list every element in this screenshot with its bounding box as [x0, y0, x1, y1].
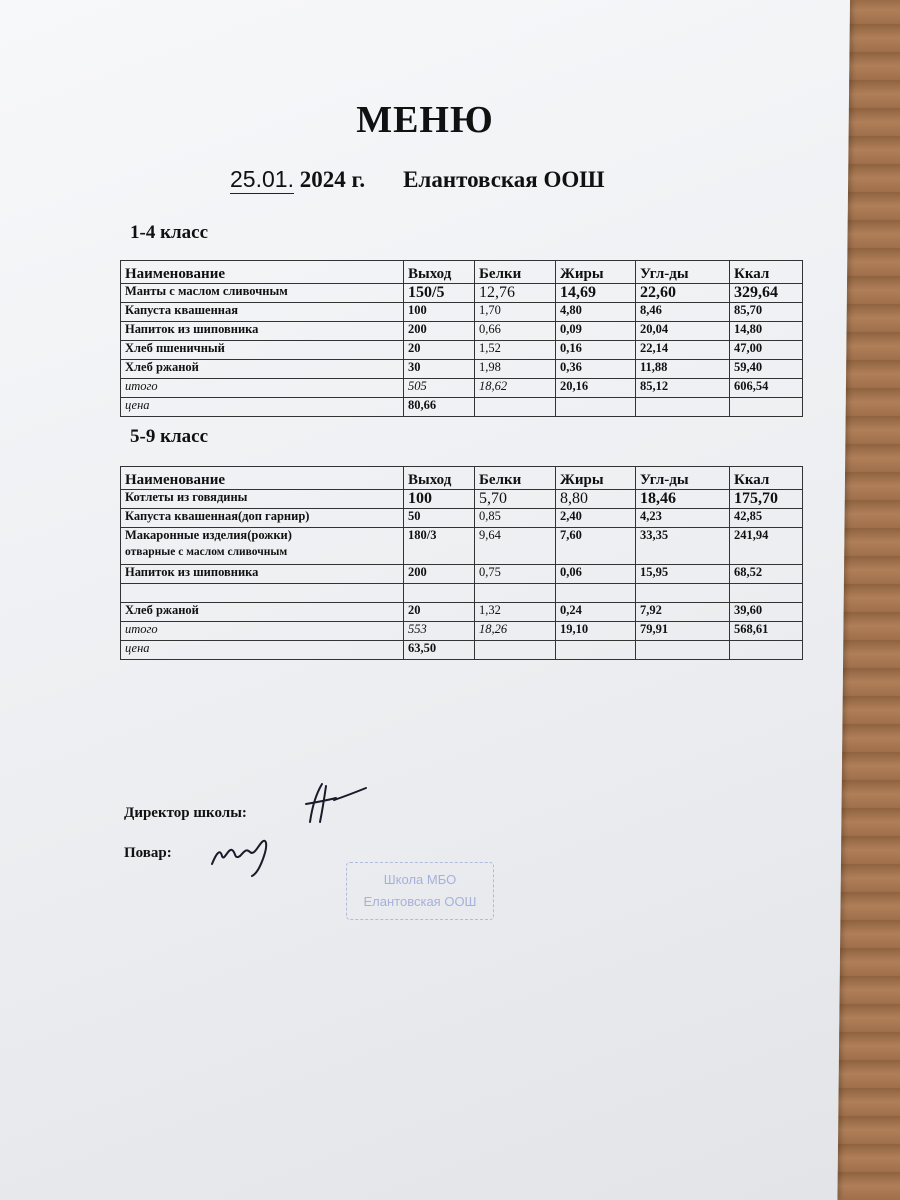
cell-output: 20 [404, 341, 475, 360]
cell-carbs: 7,92 [636, 603, 730, 622]
table-row-empty [121, 584, 803, 603]
cell-output: 50 [404, 509, 475, 528]
cell-output [404, 546, 475, 565]
table-row [121, 603, 803, 622]
table-row [121, 303, 803, 322]
table-row-continued [121, 546, 803, 565]
cell-carbs: 18,46 [636, 490, 730, 509]
cell-name: итого [121, 622, 404, 641]
header-carbs: Угл-ды [636, 467, 730, 490]
cell-carbs [636, 641, 730, 660]
cell-fats [556, 584, 636, 603]
cell-carbs [636, 546, 730, 565]
cell-kcal: 39,60 [730, 603, 803, 622]
cell-fats: 8,80 [556, 490, 636, 509]
date-year: 2024 г. [293, 167, 366, 192]
cell-output: 200 [404, 565, 475, 584]
table-header-row [121, 467, 803, 490]
cell-carbs [636, 584, 730, 603]
cell-proteins [475, 641, 556, 660]
cell-output: 200 [404, 322, 475, 341]
header-proteins: Белки [475, 261, 556, 284]
cell-name: Капуста квашенная [121, 303, 404, 322]
table-header-row [121, 261, 803, 284]
table-row-total [121, 379, 803, 398]
cell-proteins: 1,52 [475, 341, 556, 360]
cell-fats: 2,40 [556, 509, 636, 528]
cell-carbs: 4,23 [636, 509, 730, 528]
cell-carbs: 85,12 [636, 379, 730, 398]
cell-carbs: 15,95 [636, 565, 730, 584]
table-row [121, 360, 803, 379]
cell-proteins: 0,66 [475, 322, 556, 341]
cell-proteins: 1,32 [475, 603, 556, 622]
date-month: .01. [255, 166, 294, 192]
cell-kcal: 42,85 [730, 509, 803, 528]
cell-kcal: 329,64 [730, 284, 803, 303]
cell-proteins [475, 398, 556, 417]
cell-proteins: 9,64 [475, 528, 556, 547]
document-title: МЕНЮ [356, 99, 494, 141]
cell-proteins: 12,76 [475, 284, 556, 303]
cell-proteins: 5,70 [475, 490, 556, 509]
cell-name [121, 584, 404, 603]
table-row [121, 528, 803, 547]
cell-fats [556, 546, 636, 565]
header-kcal: Ккал [730, 261, 803, 284]
header-kcal: Ккал [730, 467, 803, 490]
cell-kcal: 14,80 [730, 322, 803, 341]
cell-fats: 0,16 [556, 341, 636, 360]
header-fats: Жиры [556, 467, 636, 490]
cell-proteins: 0,75 [475, 565, 556, 584]
cell-output: 553 [404, 622, 475, 641]
header-carbs: Угл-ды [636, 261, 730, 284]
school-stamp [346, 862, 494, 920]
cell-name: итого [121, 379, 404, 398]
menu-table-1-4 [120, 260, 803, 417]
header-output: Выход [404, 261, 475, 284]
table-row [121, 322, 803, 341]
cell-carbs: 11,88 [636, 360, 730, 379]
cell-proteins: 18,26 [475, 622, 556, 641]
cell-name: цена [121, 641, 404, 660]
stamp-line-2: Елантовская ООШ [363, 894, 477, 909]
cell-fats [556, 398, 636, 417]
header-output: Выход [404, 467, 475, 490]
header-name: Наименование [121, 467, 404, 490]
cell-carbs: 33,35 [636, 528, 730, 547]
cell-proteins [475, 584, 556, 603]
cell-output: 63,50 [404, 641, 475, 660]
cook-signature [206, 826, 286, 881]
cell-output: 150/5 [404, 284, 475, 303]
cell-carbs: 22,14 [636, 341, 730, 360]
cell-name: Напиток из шиповника [121, 565, 404, 584]
cell-carbs: 8,46 [636, 303, 730, 322]
cell-name: отварные с маслом сливочным [121, 546, 404, 565]
cell-kcal: 47,00 [730, 341, 803, 360]
cell-kcal: 241,94 [730, 528, 803, 547]
cell-output: 30 [404, 360, 475, 379]
header-proteins: Белки [475, 467, 556, 490]
cell-output [404, 584, 475, 603]
cell-kcal: 85,70 [730, 303, 803, 322]
header-name: Наименование [121, 261, 404, 284]
cell-kcal: 175,70 [730, 490, 803, 509]
table-row [121, 284, 803, 303]
cell-name: Хлеб пшеничный [121, 341, 404, 360]
cell-fats: 4,80 [556, 303, 636, 322]
cell-kcal: 68,52 [730, 565, 803, 584]
cell-output: 100 [404, 490, 475, 509]
director-label: Директор школы: [124, 805, 247, 821]
cell-name: Хлеб ржаной [121, 603, 404, 622]
cell-name: Напиток из шиповника [121, 322, 404, 341]
cell-output: 180/3 [404, 528, 475, 547]
table-row-price [121, 398, 803, 417]
cell-name: Манты с маслом сливочным [121, 284, 404, 303]
school-name: Елантовская ООШ [403, 167, 605, 192]
cell-carbs: 79,91 [636, 622, 730, 641]
cell-fats: 0,06 [556, 565, 636, 584]
cell-carbs: 20,04 [636, 322, 730, 341]
cell-carbs [636, 398, 730, 417]
cell-carbs: 22,60 [636, 284, 730, 303]
cell-proteins: 1,98 [475, 360, 556, 379]
header-fats: Жиры [556, 261, 636, 284]
table-row [121, 490, 803, 509]
table-row-price [121, 641, 803, 660]
section-title-5-9: 5-9 класс [130, 426, 209, 447]
cell-fats: 0,09 [556, 322, 636, 341]
cell-fats: 0,24 [556, 603, 636, 622]
cell-name: Котлеты из говядины [121, 490, 404, 509]
cell-output: 20 [404, 603, 475, 622]
cell-proteins: 18,62 [475, 379, 556, 398]
cell-fats: 7,60 [556, 528, 636, 547]
cell-output: 80,66 [404, 398, 475, 417]
cell-proteins [475, 546, 556, 565]
cell-kcal [730, 546, 803, 565]
cell-fats [556, 641, 636, 660]
table-row [121, 509, 803, 528]
cell-kcal [730, 641, 803, 660]
menu-table-5-9 [120, 466, 803, 660]
date-day: 25 [230, 166, 256, 192]
cell-output: 100 [404, 303, 475, 322]
cell-kcal [730, 398, 803, 417]
table-row-total [121, 622, 803, 641]
section-title-1-4: 1-4 класс [130, 222, 209, 243]
cell-kcal: 606,54 [730, 379, 803, 398]
table-row [121, 341, 803, 360]
cell-kcal: 59,40 [730, 360, 803, 379]
cell-kcal: 568,61 [730, 622, 803, 641]
cell-fats: 19,10 [556, 622, 636, 641]
cell-kcal [730, 584, 803, 603]
director-signature [292, 778, 372, 828]
cell-name: цена [121, 398, 404, 417]
cook-label: Повар: [124, 845, 172, 861]
cell-proteins: 0,85 [475, 509, 556, 528]
cell-name: Макаронные изделия(рожки) [121, 528, 404, 547]
cell-proteins: 1,70 [475, 303, 556, 322]
cell-name: Хлеб ржаной [121, 360, 404, 379]
table-row [121, 565, 803, 584]
cell-output: 505 [404, 379, 475, 398]
cell-fats: 0,36 [556, 360, 636, 379]
cell-fats: 14,69 [556, 284, 636, 303]
cell-fats: 20,16 [556, 379, 636, 398]
date-line [230, 166, 605, 194]
cell-name: Капуста квашенная(доп гарнир) [121, 509, 404, 528]
stamp-line-1: Школа МБО [383, 872, 457, 887]
